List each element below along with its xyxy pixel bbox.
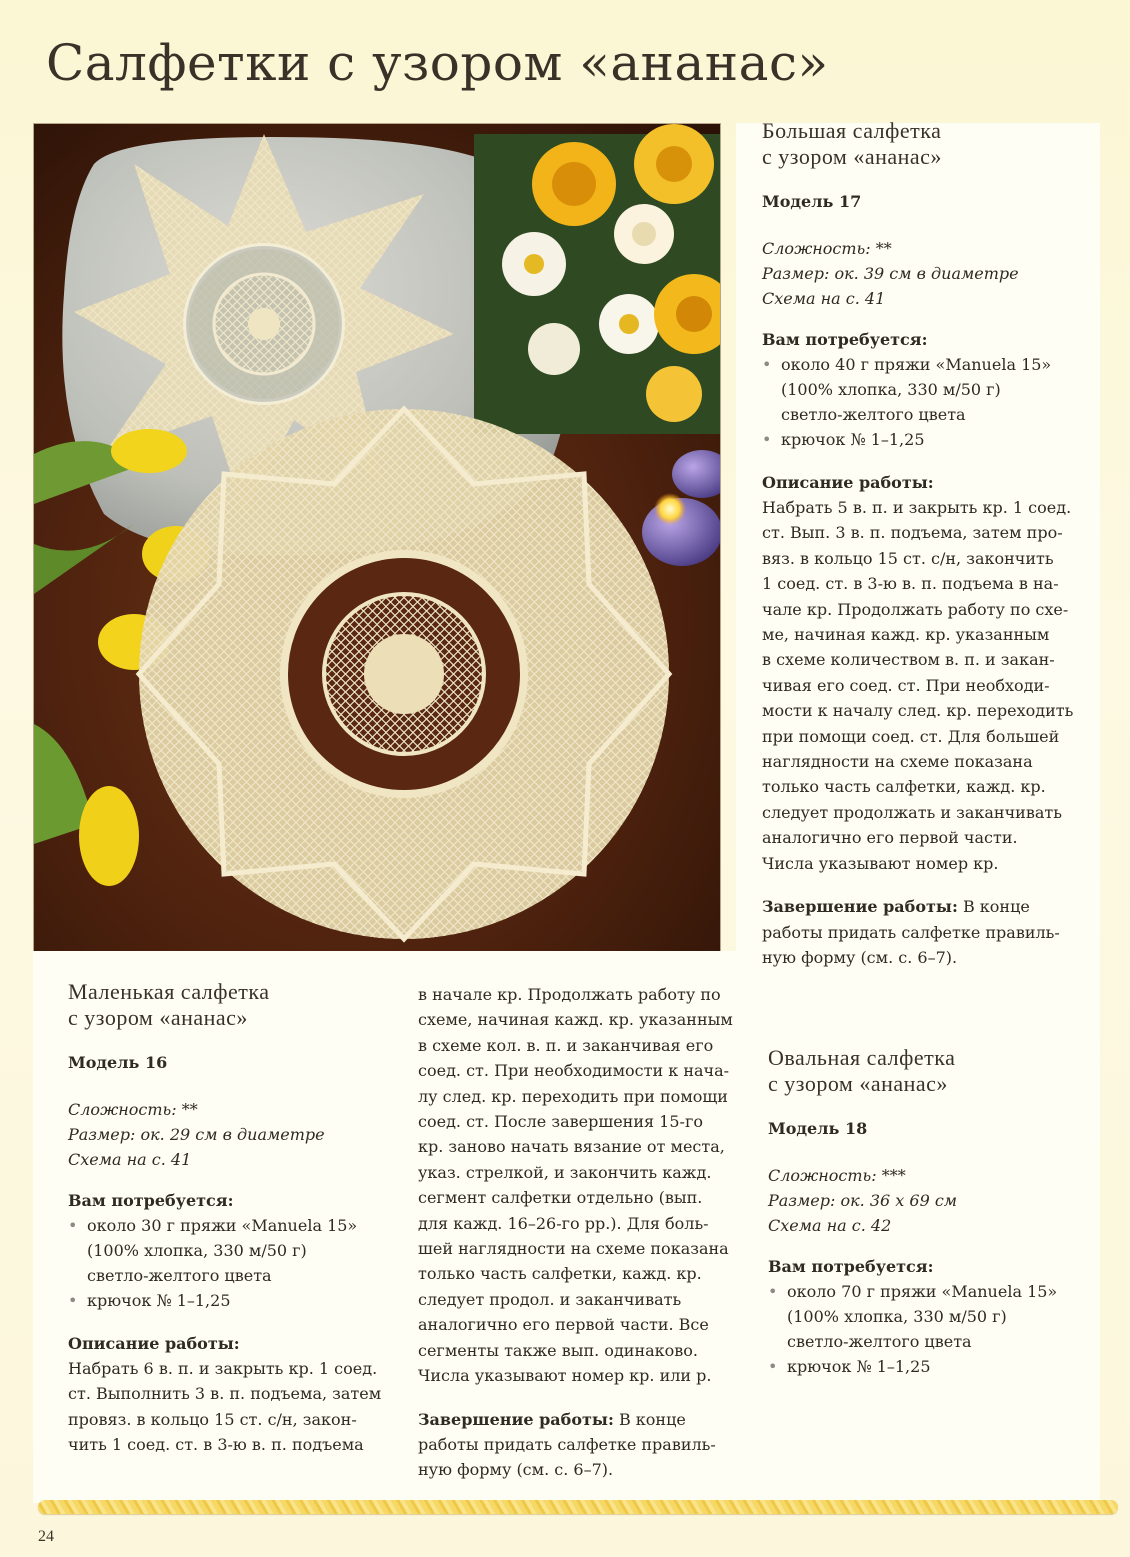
page-number: 24 xyxy=(38,1528,54,1545)
section-heading: Овальная салфетка с узором «ананас» xyxy=(768,1045,956,1096)
materials-list xyxy=(762,352,1092,452)
finishing-text: Завершение работы: В конце работы придать салфетке правиль- ную форму (см. с. 6–7). xyxy=(418,1409,716,1480)
description-text-continued: в начале кр. Продолжать работу по схеме, начиная кажд. кр. указанным в схеме кол. в. п. и заканчивая его соед. ст. При необходимости к нача- лу след. кр. переходить при помощи соед. ст. После завершения 15-го кр. заново начать вязание от места, указ. стрелкой, и закончить кажд. сегмент салфетки отдельно (вып. для кажд. 16–26-го рр.). Для боль- шей наглядности на схеме показана только часть салфетки, кажд. кр. следует продол. и заканчивать аналогично его первой части. Все сегменты также вып. одинаково. Числа указывают номер кр. или р. xyxy=(418,985,733,1386)
description-heading: Описание работы: xyxy=(68,1334,240,1353)
materials-heading: Вам потребуется: xyxy=(762,330,928,349)
small-doily-continuation xyxy=(418,982,733,1501)
description-heading: Описание работы: xyxy=(762,473,934,492)
meta-info: Сложность: ** Размер: ок. 39 см в диаметре Схема на с. 41 xyxy=(762,239,1019,308)
large-doily-section xyxy=(762,118,1092,988)
finishing-text: Завершение работы: В конце работы придать салфетке правиль- ную форму (см. с. 6–7). xyxy=(762,897,1060,967)
rope-divider xyxy=(38,1500,1118,1514)
page-title: Салфетки с узором «ананас» xyxy=(46,34,829,92)
flower-bouquet xyxy=(474,124,720,434)
list-item: • около 30 г пряжи «Manuela 15» (100% хлопка, 330 м/50 г) светло-желтого цвета xyxy=(68,1216,358,1285)
list-item: • около 40 г пряжи «Manuela 15» (100% хлопка, 330 м/50 г) светло-желтого цвета xyxy=(762,355,1052,424)
oval-doily-section xyxy=(768,1045,1088,1397)
description-text: Набрать 5 в. п. и закрыть кр. 1 соед. ст. Вып. 3 в. п. подъема, затем про- вяз. в кольцо 15 ст. с/н, закончить 1 соед. ст. в 3-ю в. п. подъема в на- чале кр. Продолжать работу по схе- ме, начиная кажд. кр. указанным в схеме количеством в. п. и закан- чивая его соед. ст. При необходи- мости к началу след. кр. переходить при помощи соед. ст. Для большей наглядности на схеме показана только часть салфетки, кажд. кр. следует продолжать и заканчивать аналогично его первой части. Числа указывают номер кр. xyxy=(762,498,1074,873)
list-item: • крючок № 1–1,25 xyxy=(762,430,925,449)
materials-list xyxy=(68,1213,388,1313)
materials-heading: Вам потребуется: xyxy=(768,1257,934,1276)
materials-heading: Вам потребуется: xyxy=(68,1191,234,1210)
meta-info: Сложность: *** Размер: ок. 36 х 69 см Схема на с. 42 xyxy=(768,1166,958,1235)
section-heading: Большая салфетка с узором «ананас» xyxy=(762,118,942,169)
list-item: • крючок № 1–1,25 xyxy=(768,1357,931,1376)
doilies-photo xyxy=(33,123,721,953)
large-doily xyxy=(139,409,669,939)
list-item: • около 70 г пряжи «Manuela 15» (100% хлопка, 330 м/50 г) светло-желтого цвета xyxy=(768,1282,1058,1351)
model-number: Модель 17 xyxy=(762,192,862,211)
list-item: • крючок № 1–1,25 xyxy=(68,1291,231,1310)
materials-list xyxy=(768,1279,1088,1379)
small-doily-section xyxy=(68,979,388,1476)
meta-info: Сложность: ** Размер: ок. 29 см в диаметре Схема на с. 41 xyxy=(68,1100,325,1169)
description-text: Набрать 6 в. п. и закрыть кр. 1 соед. ст. Выполнить 3 в. п. подъема, затем провяз. в кольцо 15 ст. с/н, закон- чить 1 соед. ст. в 3-ю в. п. подъема xyxy=(68,1359,382,1455)
photo-illustration xyxy=(34,124,720,952)
model-number: Модель 18 xyxy=(768,1119,868,1138)
section-heading: Маленькая салфетка с узором «ананас» xyxy=(68,979,270,1030)
model-number: Модель 16 xyxy=(68,1053,168,1072)
